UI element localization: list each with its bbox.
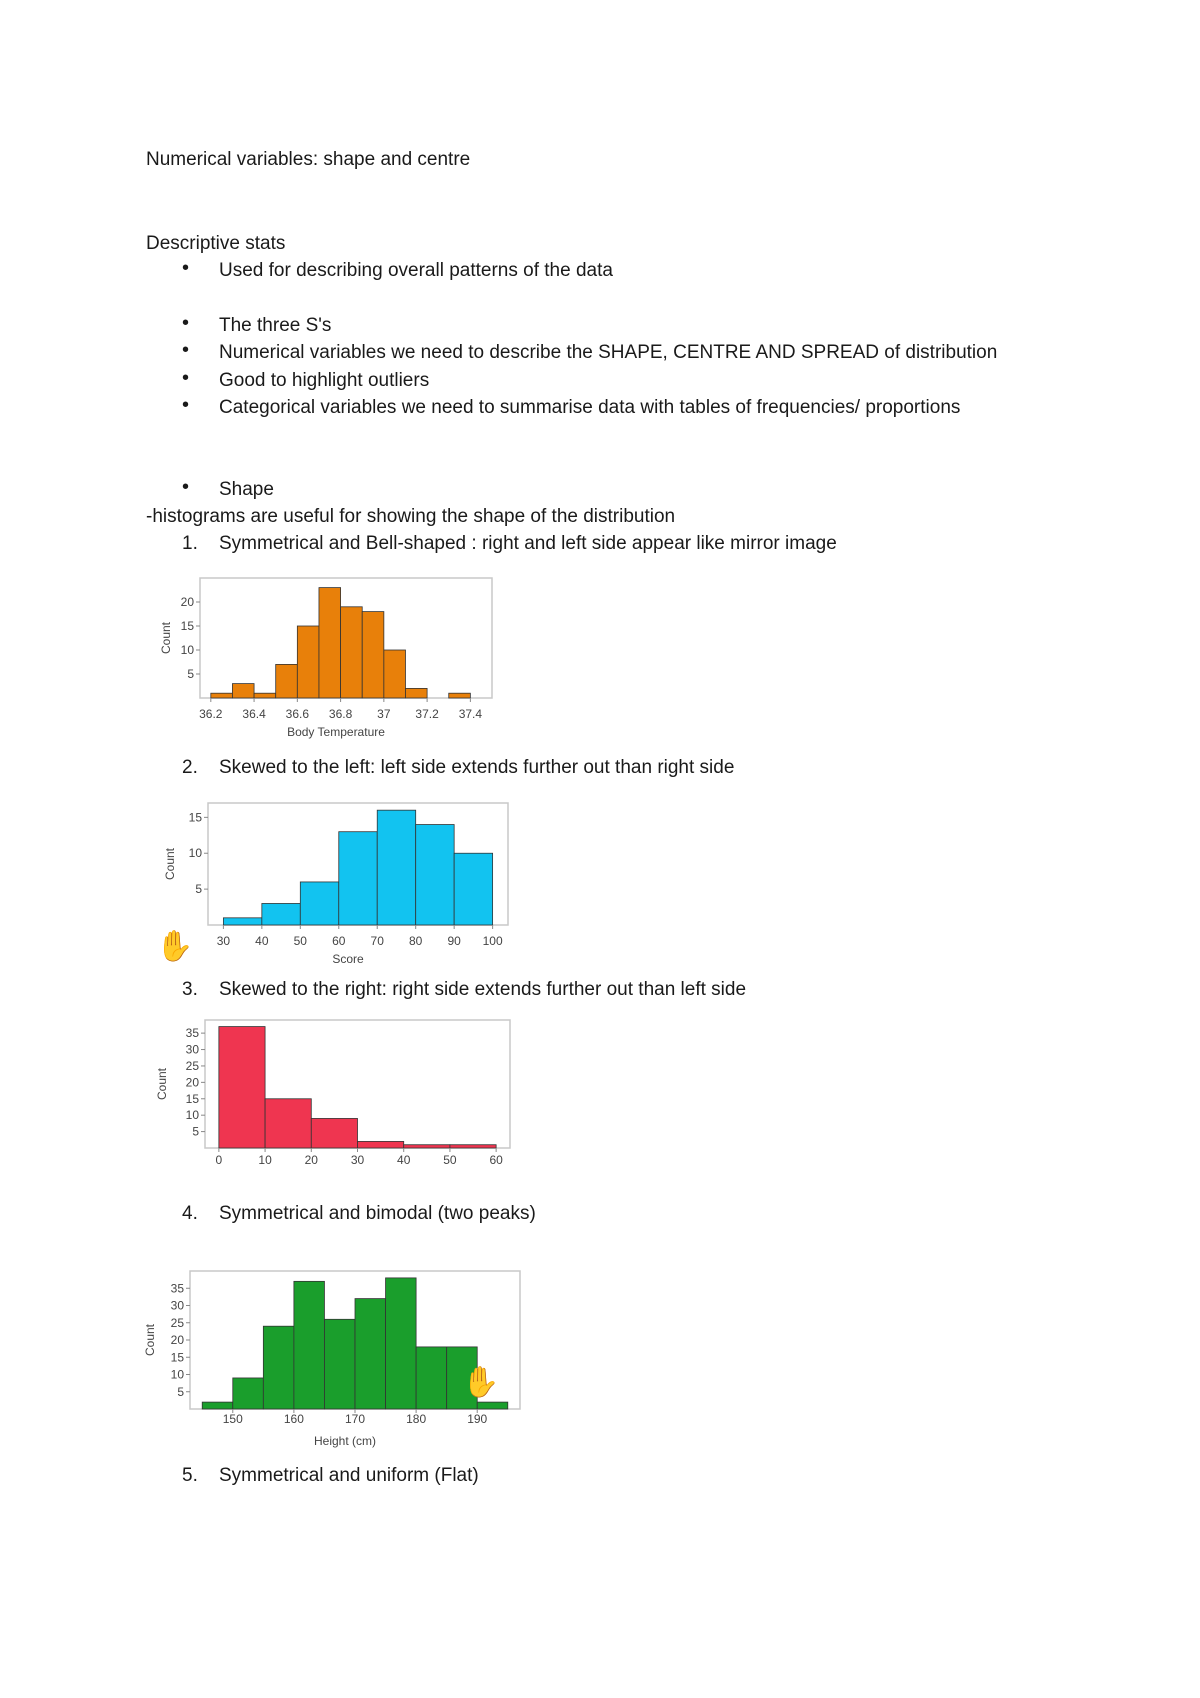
bullet-dot-icon: •: [182, 257, 190, 279]
histogram-bar: [319, 588, 341, 698]
y-tick-label: 10: [185, 1108, 199, 1123]
histogram-bar: [449, 693, 471, 698]
section-heading: Descriptive stats: [146, 233, 286, 254]
bullet-dot-icon: •: [182, 476, 190, 498]
list-item-text: Skewed to the left: left side extends further out than right side: [219, 757, 735, 778]
x-tick-label: 10: [258, 1153, 272, 1167]
y-axis-label: Count: [155, 1067, 169, 1101]
y-tick-label: 10: [180, 643, 194, 657]
y-tick-label: 20: [170, 1333, 184, 1347]
histogram-bar: [405, 688, 427, 698]
y-tick-label: 35: [185, 1026, 199, 1041]
x-tick-label: 180: [406, 1412, 427, 1426]
x-tick-label: 40: [255, 934, 269, 948]
y-tick-label: 15: [180, 619, 194, 633]
x-tick-label: 50: [293, 934, 307, 948]
x-tick-label: 50: [443, 1153, 457, 1167]
bullet-dot-icon: •: [182, 312, 190, 334]
list-number: 1.: [182, 533, 198, 554]
bullet-text: Numerical variables we need to describe the SHAPE, CENTRE AND SPREAD of distribution: [219, 342, 998, 363]
histogram-bar: [377, 810, 415, 925]
histogram-bar: [263, 1326, 294, 1409]
y-tick-label: 15: [185, 1091, 199, 1106]
histogram-bar: [233, 1378, 264, 1409]
y-tick-label: 30: [185, 1042, 199, 1057]
x-tick-label: 60: [332, 934, 346, 948]
list-item-text: Symmetrical and Bell-shaped : right and left side appear like mirror image: [219, 533, 837, 554]
histogram-bar: [223, 918, 261, 925]
list-number: 3.: [182, 979, 198, 1000]
x-tick-label: 30: [350, 1153, 365, 1167]
y-tick-label: 5: [192, 1124, 199, 1139]
hand-cursor-icon: ✋: [156, 930, 194, 963]
y-tick-label: 15: [170, 1350, 184, 1365]
histogram-body-temperature: [150, 570, 510, 750]
y-tick-label: 25: [185, 1058, 199, 1073]
y-tick-label: 15: [188, 810, 202, 825]
y-axis-label: Count: [163, 847, 177, 881]
bullet-dot-icon: •: [182, 367, 190, 389]
histogram-bar: [276, 664, 298, 698]
histogram-bar: [294, 1281, 325, 1409]
histogram-bar: [232, 684, 254, 698]
histogram-bar: [404, 1145, 450, 1148]
shape-bullet-text: Shape: [219, 479, 274, 500]
x-tick-label: 190: [467, 1412, 488, 1426]
histogram-bar: [324, 1319, 355, 1409]
page-title: Numerical variables: shape and centre: [146, 149, 471, 170]
bullet-dot-icon: •: [182, 339, 190, 361]
histogram-right-skewed: [150, 1012, 530, 1182]
histogram-bar: [339, 832, 377, 925]
x-axis-label: Body Temperature: [287, 725, 385, 739]
y-tick-label: 35: [170, 1281, 184, 1296]
x-tick-label: 80: [409, 934, 423, 948]
list-number: 2.: [182, 757, 198, 778]
y-axis-label: Count: [143, 1323, 157, 1357]
bullet-text: Categorical variables we need to summarise data with tables of frequencies/ proportions: [219, 397, 961, 418]
x-tick-label: 70: [370, 934, 384, 948]
histogram-score: [150, 795, 530, 975]
bullet-text: The three S's: [219, 315, 332, 336]
histogram-bar: [450, 1145, 496, 1148]
x-tick-label: 37.4: [458, 707, 483, 721]
histogram-height: [140, 1263, 540, 1458]
x-tick-label: 160: [283, 1412, 304, 1426]
x-tick-label: 20: [304, 1153, 318, 1167]
list-item-text: Symmetrical and uniform (Flat): [219, 1465, 479, 1486]
y-tick-label: 30: [170, 1298, 184, 1313]
bullet-text: Used for describing overall patterns of the data: [219, 260, 613, 281]
histogram-bar: [358, 1141, 404, 1148]
x-axis-label: Score: [332, 952, 364, 966]
y-tick-label: 10: [170, 1367, 184, 1382]
x-tick-label: 36.4: [242, 707, 266, 721]
x-tick-label: 40: [397, 1153, 411, 1167]
hand-cursor-icon: ✋: [462, 1366, 500, 1399]
y-axis-label: Count: [159, 621, 173, 655]
histogram-bar: [386, 1278, 417, 1409]
y-tick-label: 25: [170, 1315, 184, 1330]
y-tick-label: 5: [187, 667, 194, 681]
histogram-bar: [297, 626, 319, 698]
histogram-bar: [211, 693, 233, 698]
histogram-bar: [265, 1099, 311, 1148]
x-tick-label: 0: [215, 1153, 223, 1167]
x-tick-label: 90: [447, 934, 461, 948]
histogram-bar: [416, 825, 454, 925]
bullet-text: Good to highlight outliers: [219, 370, 430, 391]
histogram-bar: [300, 882, 338, 925]
list-number: 4.: [182, 1203, 198, 1224]
x-tick-label: 30: [216, 934, 231, 948]
x-tick-label: 170: [344, 1412, 366, 1426]
y-tick-label: 5: [177, 1384, 184, 1399]
y-tick-label: 5: [195, 882, 202, 897]
histogram-bar: [341, 607, 363, 698]
x-axis-label: Height (cm): [313, 1434, 377, 1448]
histogram-bar: [477, 1402, 508, 1409]
list-number: 5.: [182, 1465, 198, 1486]
histogram-bar: [454, 853, 492, 925]
x-tick-label: 37.2: [415, 707, 439, 721]
list-item-text: Skewed to the right: right side extends further out than left side: [219, 979, 747, 1000]
y-tick-label: 20: [180, 595, 194, 609]
histogram-bar: [219, 1027, 265, 1148]
x-tick-label: 100: [482, 934, 503, 948]
x-tick-label: 37: [377, 707, 391, 721]
x-tick-label: 150: [222, 1412, 243, 1426]
bullet-dot-icon: •: [182, 394, 190, 416]
histogram-bar: [384, 650, 406, 698]
x-tick-label: 60: [489, 1153, 503, 1167]
list-item-text: Symmetrical and bimodal (two peaks): [219, 1203, 536, 1224]
histogram-bar: [202, 1402, 233, 1409]
histogram-bar: [254, 693, 276, 698]
histogram-bar: [362, 612, 384, 698]
histogram-bar: [355, 1299, 386, 1409]
y-tick-label: 20: [185, 1075, 199, 1090]
histogram-bar: [311, 1118, 357, 1148]
x-tick-label: 36.8: [328, 707, 353, 721]
x-tick-label: 36.6: [285, 707, 310, 721]
x-tick-label: 36.2: [199, 707, 223, 721]
histogram-bar: [262, 903, 300, 925]
histogram-bar: [416, 1347, 447, 1409]
histogram-note: -histograms are useful for showing the shape of the distribution: [146, 506, 676, 527]
y-tick-label: 10: [188, 846, 202, 861]
